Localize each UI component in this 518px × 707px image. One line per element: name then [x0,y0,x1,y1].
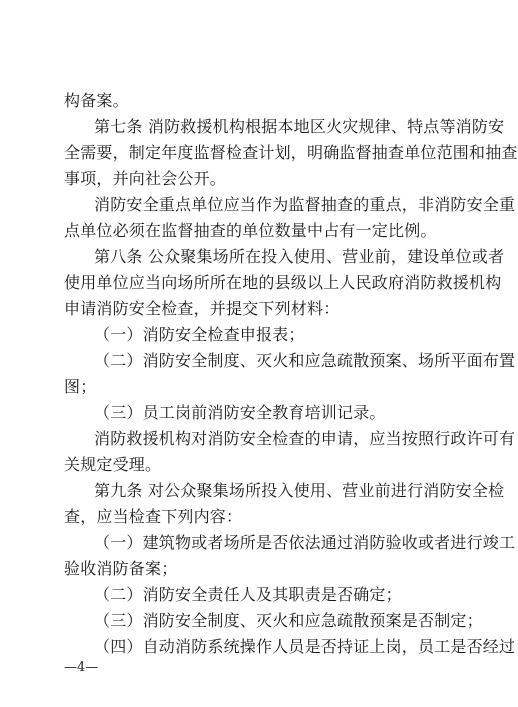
page-number: —4— [64,660,99,675]
list-item: （二）消防安全制度、灭火和应急疏散预案、场所平面布置 [94,351,516,370]
list-item: （二）消防安全责任人及其职责是否确定； [94,585,402,604]
list-item: （三）消防安全制度、灭火和应急疏散预案是否制定； [94,611,483,630]
text-line: 图； [64,377,97,396]
text-line: 消防安全重点单位应当作为监督抽查的重点，非消防安全重 [94,195,516,214]
list-item: （一）消防安全检查申报表； [94,325,305,344]
text-line: 事项，并向社会公开。 [64,169,227,188]
text-line: 消防救援机构对消防安全检查的申请，应当按照行政许可有 [94,429,516,448]
document-body [64,88,518,660]
text-line-article-8: 第八条 公众聚集场所在投入使用、营业前，建设单位或者 [94,247,505,266]
text-line: 点单位必须在监督抽查的单位数量中占有一定比例。 [64,221,437,240]
text-line: 全需要，制定年度监督检查计划，明确监督抽查单位范围和抽查 [64,143,518,162]
text-line: 构备案。 [64,91,129,110]
text-line-article-7: 第七条 消防救援机构根据本地区火灾规律、特点等消防安 [94,117,505,136]
text-line: 验收消防备案； [64,559,178,578]
text-line-article-9: 第九条 对公众聚集场所投入使用、营业前进行消防安全检 [94,481,505,500]
text-line: 关规定受理。 [64,455,162,474]
text-line: 使用单位应当向场所所在地的县级以上人民政府消防救援机构 [64,273,502,292]
text-line: 申请消防安全检查，并提交下列材料： [64,299,340,318]
list-item: （一）建筑物或者场所是否依法通过消防验收或者进行竣工 [94,533,516,552]
list-item: （三）员工岗前消防安全教育培训记录。 [94,403,386,422]
list-item: （四）自动消防系统操作人员是否持证上岗，员工是否经过 [94,637,516,656]
text-line: 查，应当检查下列内容： [64,507,243,526]
